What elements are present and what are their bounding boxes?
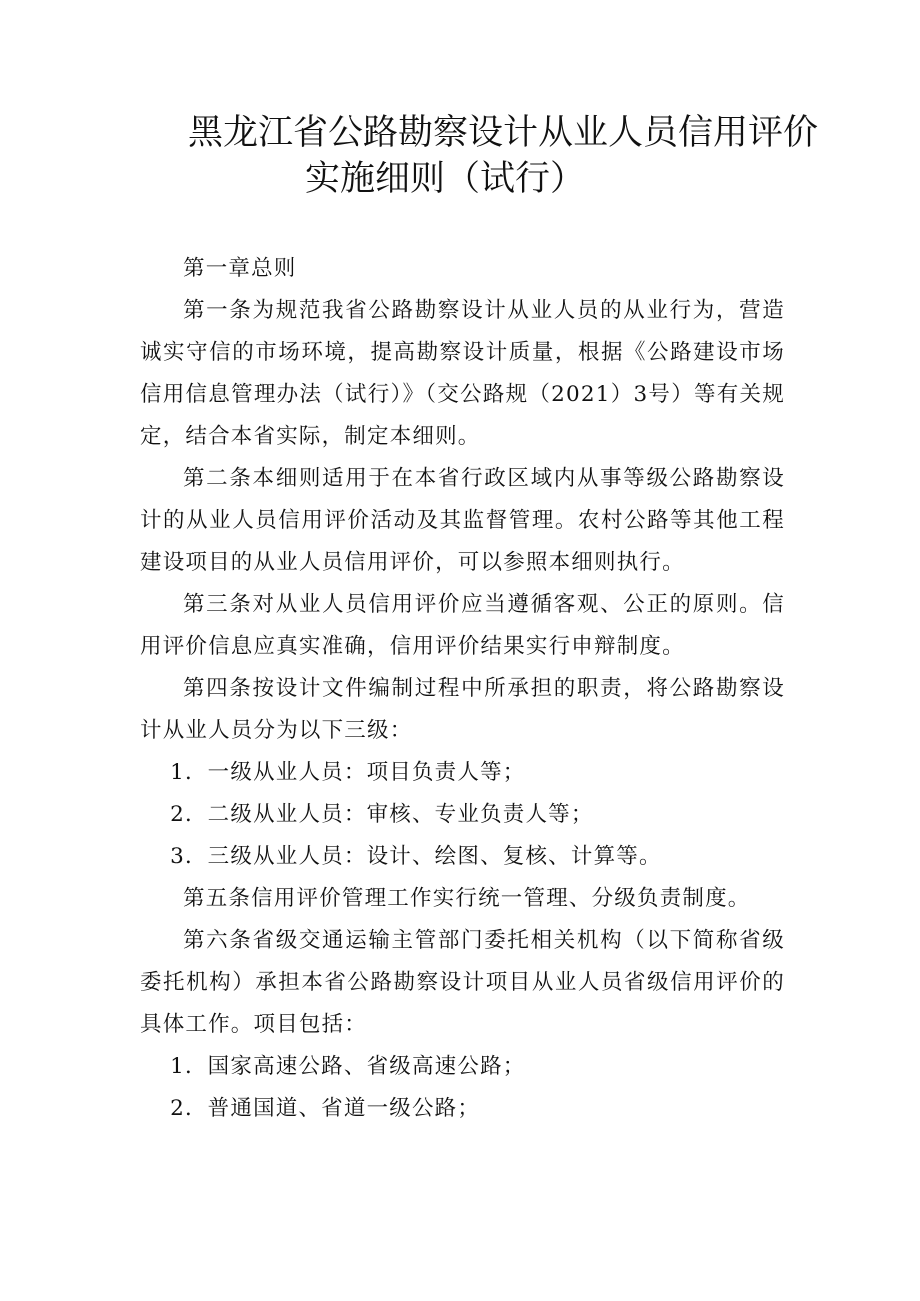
article-4: 第四条按设计文件编制过程中所承担的职责，将公路勘察设计从业人员分为以下三级： bbox=[140, 676, 785, 743]
article-1: 第一条为规范我省公路勘察设计从业人员的从业行为，营造诚实守信的市场环境，提高勘察设计质量，根据《公路建设市场信用信息管理办法（试行）》（交公路规（2021）3号）等有关规定，结合本省实际，制定本细则。 bbox=[140, 298, 785, 449]
document-body bbox=[140, 248, 785, 1130]
chapter-heading: 第一章总则 bbox=[183, 256, 297, 281]
title-line-2: 实施细则（试行） bbox=[305, 159, 586, 199]
article-6-item-2: 2．普通国道、省道一级公路； bbox=[170, 1096, 481, 1121]
article-4-item-3: 3．三级从业人员：设计、绘图、复核、计算等。 bbox=[170, 844, 662, 869]
article-3: 第三条对从业人员信用评价应当遵循客观、公正的原则。信用评价信息应真实准确，信用评价结果实行申辩制度。 bbox=[140, 592, 785, 659]
article-5: 第五条信用评价管理工作实行统一管理、分级负责制度。 bbox=[183, 886, 751, 911]
article-4-item-2: 2．二级从业人员：审核、专业负责人等； bbox=[170, 802, 594, 827]
article-2: 第二条本细则适用于在本省行政区域内从事等级公路勘察设计的从业人员信用评价活动及其监督管理。农村公路等其他工程建设项目的从业人员信用评价，可以参照本细则执行。 bbox=[140, 466, 785, 575]
article-4-item-1: 1．一级从业人员：项目负责人等； bbox=[170, 760, 526, 785]
article-6-item-1: 1．国家高速公路、省级高速公路； bbox=[170, 1054, 526, 1079]
title-line-1: 黑龙江省公路勘察设计从业人员信用评价 bbox=[188, 113, 819, 153]
article-6: 第六条省级交通运输主管部门委托相关机构（以下简称省级委托机构）承担本省公路勘察设计项目从业人员省级信用评价的具体工作。项目包括： bbox=[140, 928, 785, 1037]
